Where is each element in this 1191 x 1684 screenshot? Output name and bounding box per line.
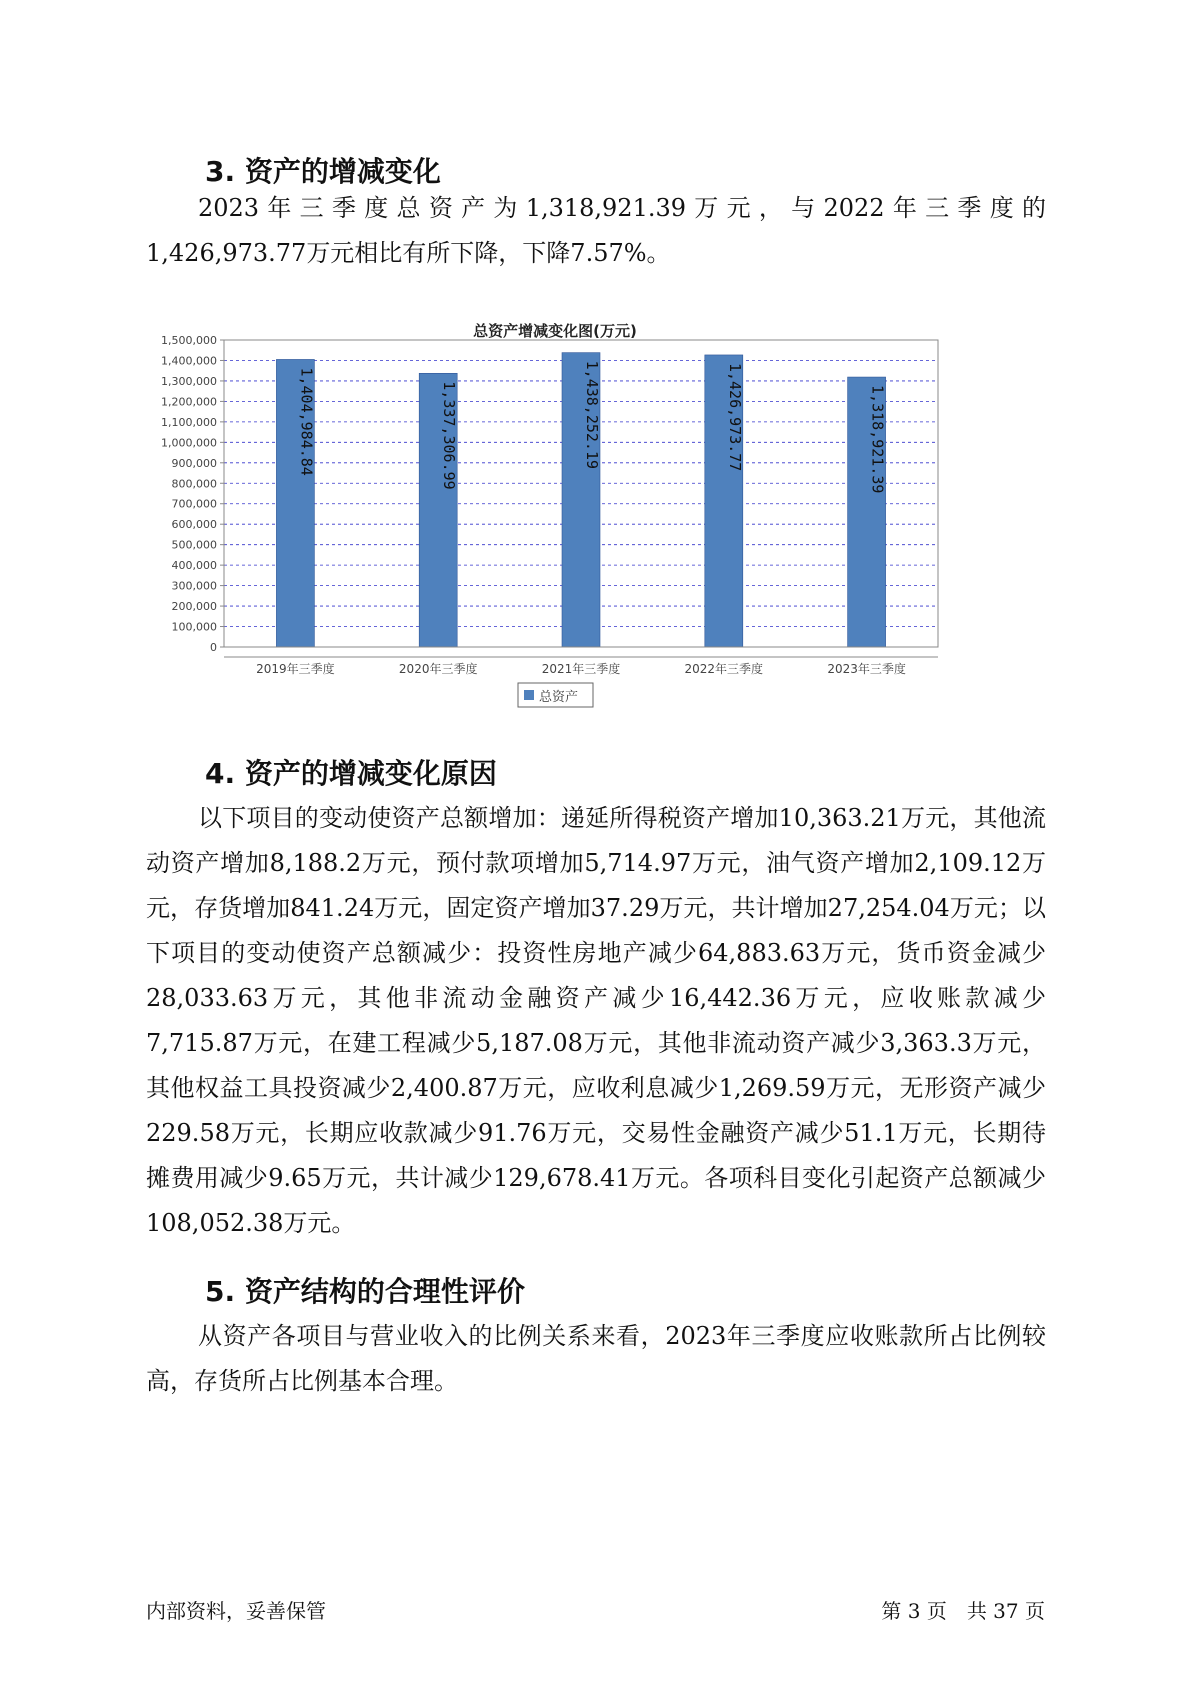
y-tick-label: 600,000 [171, 518, 217, 532]
total-assets-chart [150, 318, 1030, 718]
x-axis-ticks [224, 657, 938, 676]
y-tick-label: 200,000 [171, 600, 217, 614]
bar-data-label: 1,337,306.99 [440, 381, 459, 490]
y-tick-label: 1,000,000 [161, 436, 217, 450]
section-5-paragraph: 从资产各项目与营业收入的比例关系来看，2023年三季度应收账款所占比例较高，存货所占比例基本合理。 [146, 1322, 1046, 1395]
y-tick-label: 700,000 [171, 497, 217, 511]
legend-swatch [524, 690, 534, 700]
chart-legend [518, 683, 593, 707]
chart-bars [276, 353, 885, 647]
y-tick-label: 1,500,000 [161, 334, 217, 347]
section-5-heading: 5. 资产结构的合理性评价 [205, 1275, 525, 1308]
y-tick-label: 1,400,000 [161, 354, 217, 368]
y-tick-label: 1,100,000 [161, 415, 217, 429]
legend-label: 总资产 [539, 690, 579, 705]
x-tick-label: 2021年三季度 [541, 662, 621, 676]
y-tick-label: 800,000 [171, 477, 217, 491]
y-tick-label: 500,000 [171, 538, 217, 552]
y-tick-label: 100,000 [171, 620, 217, 634]
x-tick-label: 2020年三季度 [398, 662, 478, 676]
y-tick-label: 300,000 [171, 579, 217, 593]
y-tick-label: 400,000 [171, 559, 217, 573]
y-axis-ticks [161, 334, 224, 654]
chart-title: 总资产增减变化图(万元) [473, 322, 637, 340]
bar-data-label: 1,318,921.39 [868, 385, 887, 494]
bar-data-label: 1,438,252.19 [583, 360, 601, 470]
bar-data-label: 1,404,984.84 [297, 367, 316, 476]
section-4-heading: 4. 资产的增减变化原因 [205, 757, 497, 790]
y-tick-label: 1,300,000 [161, 374, 217, 388]
x-tick-label: 2023年三季度 [827, 662, 906, 676]
y-tick-label: 1,200,000 [161, 395, 217, 409]
y-tick-label: 900,000 [171, 456, 217, 470]
bar-data-label: 1,426,973.77 [725, 362, 744, 472]
section-3-heading: 3. 资产的增减变化 [205, 155, 441, 188]
x-tick-label: 2022年三季度 [684, 662, 764, 676]
x-tick-label: 2019年三季度 [256, 662, 335, 676]
footer-page-number: 第 3 页 共 37 页 [881, 1599, 1045, 1623]
section-4-paragraph: 以下项目的变动使资产总额增加：递延所得税资产增加10,363.21万元，其他流动资产增加8,188.2万元，预付款项增加5,714.97万元，油气资产增加2,109.12万元，存货增加841.24万元，固定资产增加37.29万元，共计增加27,254.04万元；以下项目的变动使资产总额减少：投资性房地产减少64,883.63万元，货币资金减少28,033.63万元，其他非流动金融资产减少16,442.36万元，应收账款减少7,715.87万元，在建工程减少5,187.08万元，其他非流动资产减少3,363.3万元，其他权益工具投资减少2,400.87万元，应收利息减少1,269.59万元，无形资产减少229.58万元，长期应收款减少91.76万元，交易性金融资产减少51.1万元，长期待摊费用减少9.65万元，共计减少129,678.41万元。各项科目变化引起资产总额减少108,052.38万元。 [146, 804, 1046, 1237]
footer-left: 内部资料，妥善保管 [146, 1599, 326, 1623]
y-tick-label: 0 [210, 641, 217, 654]
section-3-paragraph: 2023年三季度总资产为1,318,921.39万元，与2022年三季度的1,426,973.77万元相比有所下降，下降7.57%。 [146, 194, 1046, 267]
